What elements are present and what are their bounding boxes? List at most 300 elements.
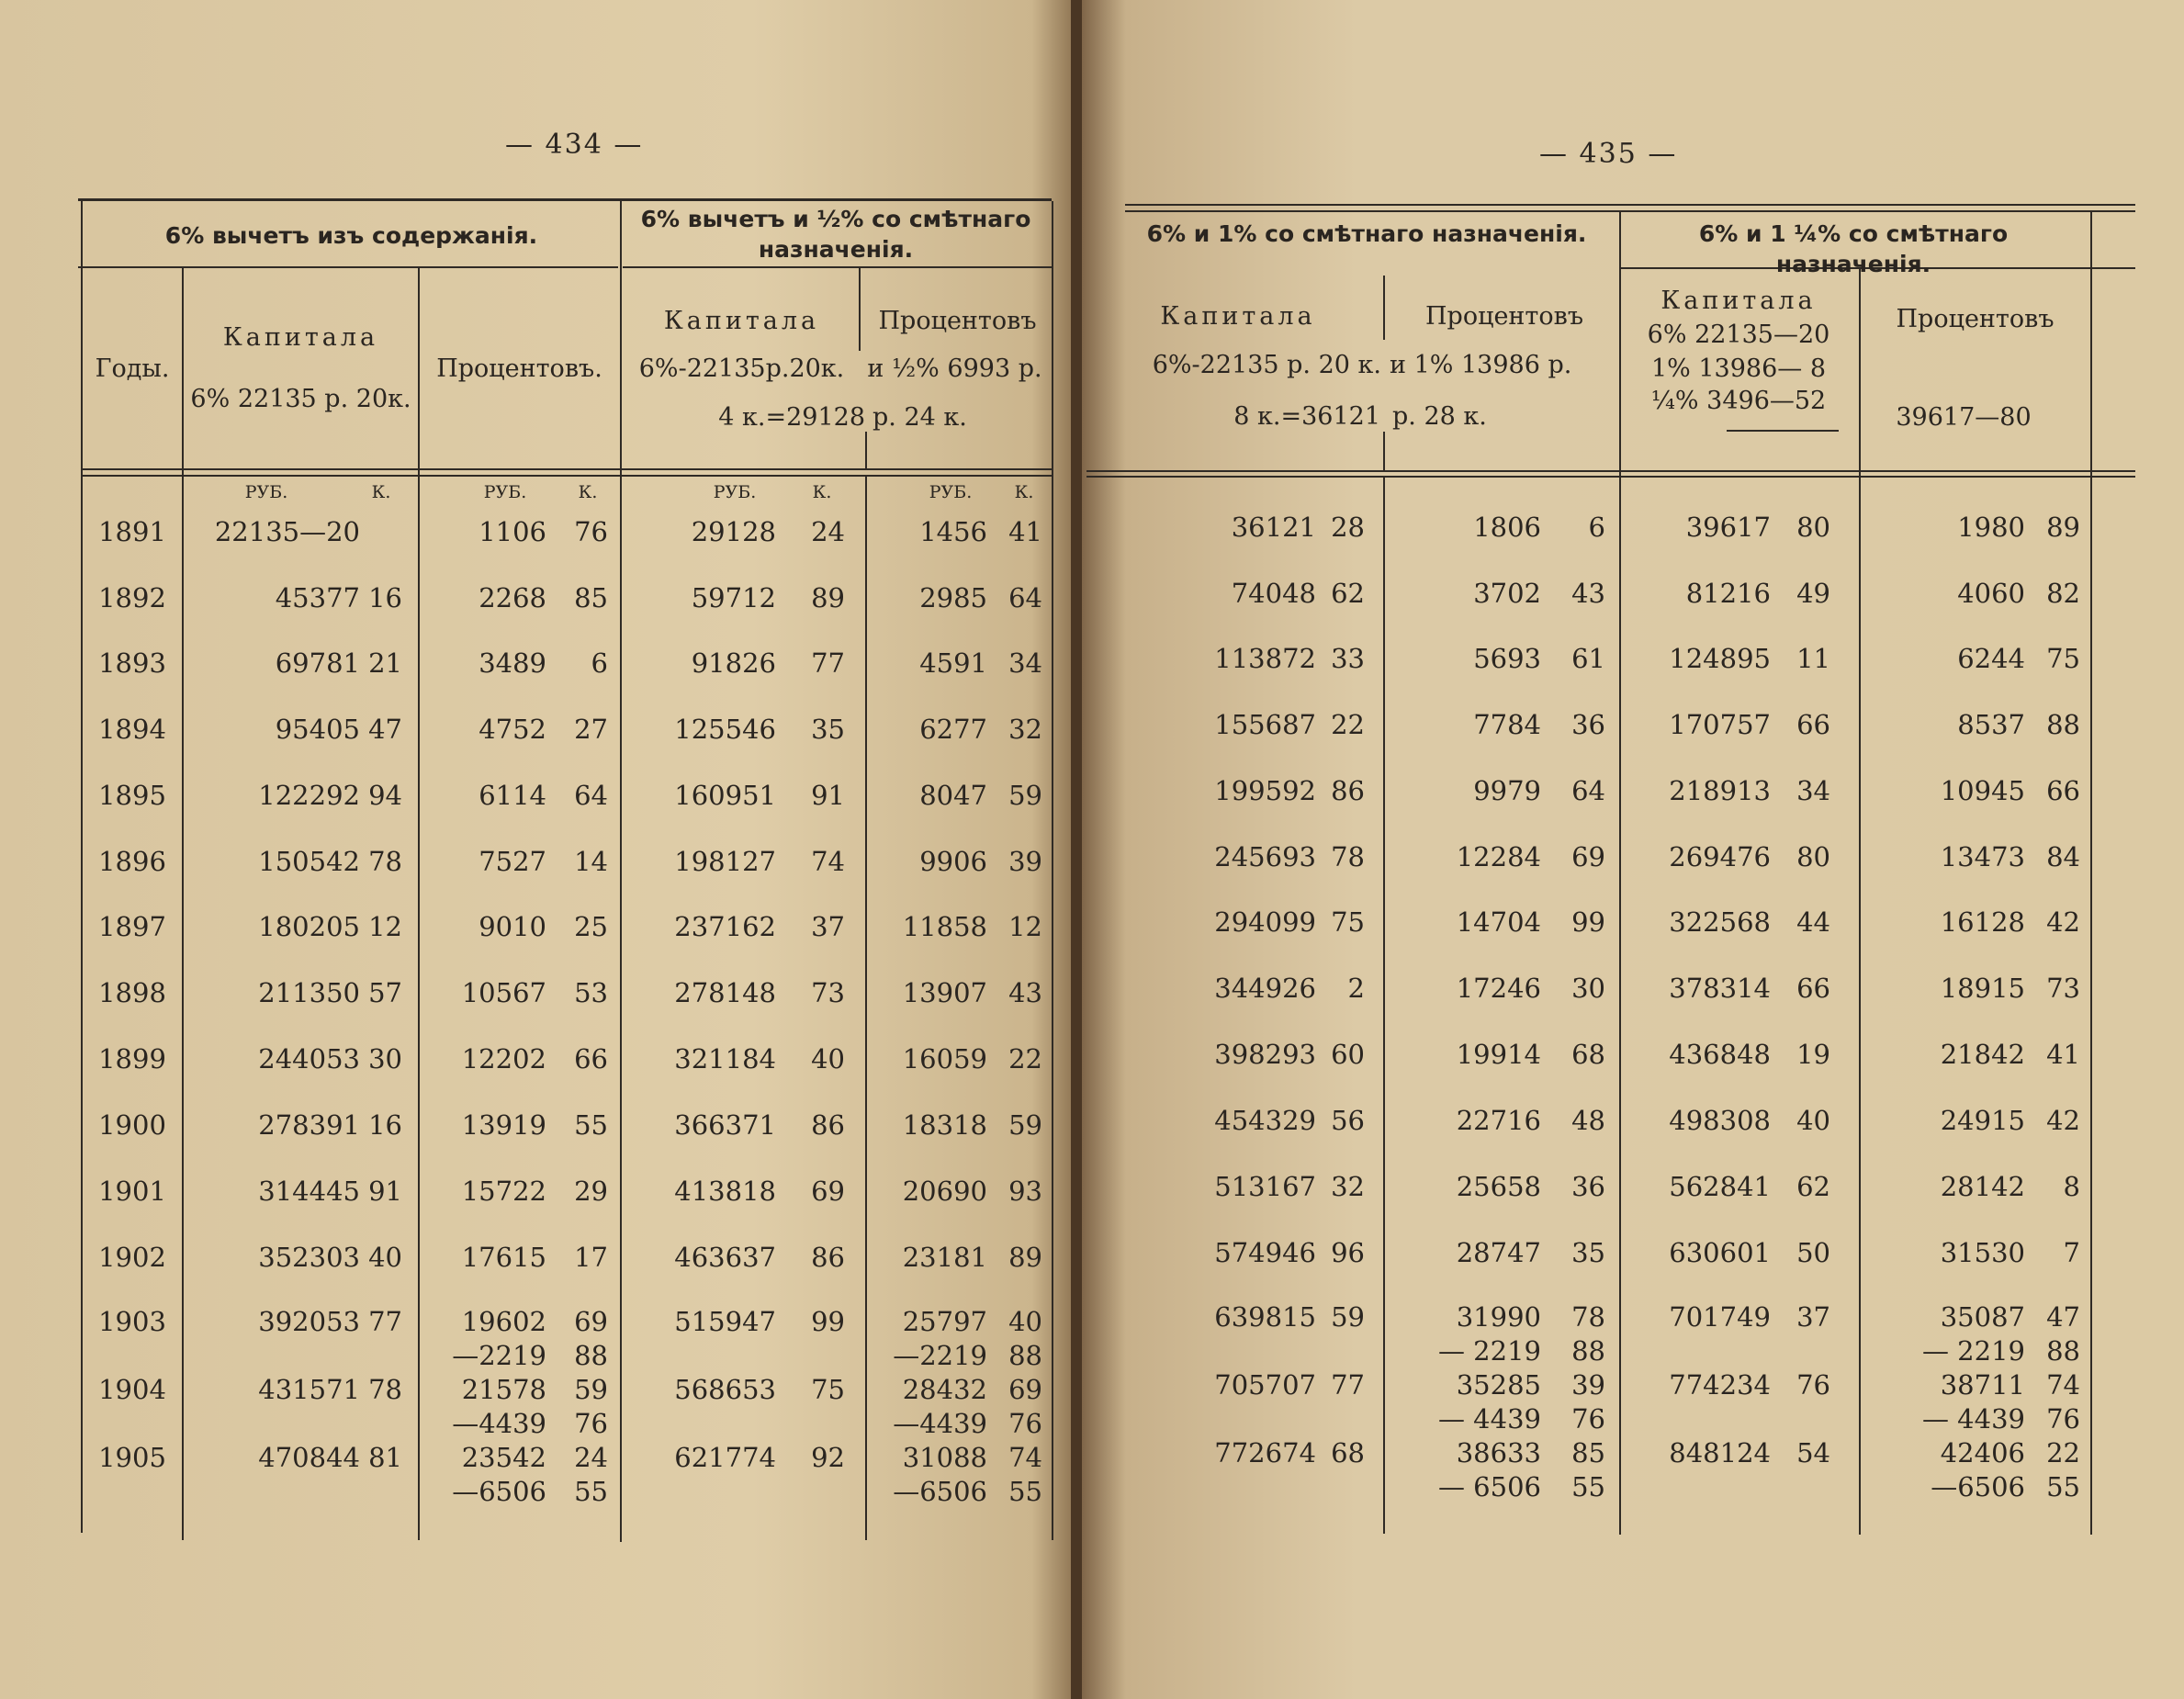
g4-interest-rub-cell: 16128	[1940, 906, 2025, 938]
capital-rub-cell: 392053	[258, 1306, 360, 1337]
interest-kop-cell: 85	[574, 582, 608, 613]
interest-rub-cell: 6114	[478, 780, 546, 811]
g2-interest-rub-cell: 31088	[902, 1442, 987, 1473]
page-number-right: — 435 —	[1539, 138, 1678, 170]
g4-interest-rub-cell: 35087	[1940, 1301, 2025, 1333]
g2-capital-rub-cell: 125546	[674, 714, 776, 745]
g4-capital-line3: ¼% 3496—52	[1650, 387, 1827, 415]
g3-capital-kop-cell: 68	[1331, 1437, 1365, 1468]
g2-capital-kop-cell: 89	[811, 582, 845, 613]
capital-rub-cell: 22135—20	[214, 516, 360, 547]
g2-interest-kop-cell: 74	[1008, 1442, 1042, 1473]
table-row	[1082, 1103, 2138, 1140]
g4-interest-rub-cell: 28142	[1940, 1171, 2025, 1202]
g3-interest-kop-cell: 88	[1571, 1335, 1605, 1367]
g4-capital-kop-cell: 37	[1796, 1301, 1830, 1333]
g4-capital-rub-cell: 848124	[1669, 1437, 1771, 1468]
g2-capital-kop-cell: 37	[811, 911, 845, 942]
g2-interest-rub-cell: —6506	[893, 1476, 987, 1507]
capital-kop-cell: 57	[368, 977, 402, 1008]
g2-capital-rub-cell: 278148	[674, 977, 776, 1008]
g2-interest-kop-cell: 76	[1008, 1408, 1042, 1439]
g3-capital-kop-cell: 75	[1331, 906, 1365, 938]
interest-kop-cell: 27	[574, 714, 608, 745]
g2-base-right: и ½% 6993 р.	[867, 354, 1042, 383]
table-row	[1082, 1300, 2138, 1336]
g3-interest-rub-cell: 3702	[1473, 578, 1541, 609]
interest-rub-cell: 19602	[461, 1306, 546, 1337]
g3-capital-kop-cell: 32	[1331, 1171, 1365, 1202]
unit-rub: РУБ.	[244, 482, 288, 502]
g3-interest-header: Процентовъ	[1425, 302, 1583, 331]
table-row	[1082, 1169, 2138, 1206]
table-row	[1082, 971, 2138, 1007]
g2-capital-rub-cell: 568653	[674, 1374, 776, 1405]
capital-kop-cell: 40	[368, 1242, 402, 1273]
interest-kop-cell: 53	[574, 977, 608, 1008]
g4-capital-rub-cell: 269476	[1669, 841, 1771, 872]
capital-rub-cell: 95405	[275, 714, 360, 745]
g2-capital-kop-cell: 91	[811, 780, 845, 811]
interest-kop-cell: 17	[574, 1242, 608, 1273]
g3-capital-rub-cell: 74048	[1231, 578, 1316, 609]
g3-capital-rub-cell: 36121	[1231, 512, 1316, 543]
g3-interest-rub-cell: 31990	[1456, 1301, 1541, 1333]
year-cell: 1896	[98, 846, 166, 877]
g4-capital-rub-cell: 170757	[1669, 709, 1771, 740]
g3-base-left: 6%-22135 р. 20 к.	[1152, 351, 1381, 379]
capital-rub-cell: 150542	[258, 846, 360, 877]
interest-rub-cell: 10567	[461, 977, 546, 1008]
g2-interest-rub-cell: 20690	[902, 1176, 987, 1207]
g2-total-left: 4 к.=29128	[718, 403, 865, 432]
g3-interest-rub-cell: 25658	[1456, 1171, 1541, 1202]
capital-rub-cell: 211350	[258, 977, 360, 1008]
g3-capital-header: Капитала	[1160, 302, 1316, 331]
capital-rub-cell: 470844	[258, 1442, 360, 1473]
g3-capital-rub-cell: 705707	[1214, 1369, 1316, 1401]
g3-interest-kop-cell: 39	[1571, 1369, 1605, 1401]
g4-interest-kop-cell: 47	[2046, 1301, 2080, 1333]
g4-interest-kop-cell: 66	[2046, 775, 2080, 806]
g4-interest-value: 39617—80	[1896, 403, 2032, 432]
g2-capital-kop-cell: 73	[811, 977, 845, 1008]
g2-interest-kop-cell: 59	[1008, 780, 1042, 811]
g3-total-right: р. 28 к.	[1392, 402, 1487, 431]
g2-capital-rub-cell: 59712	[691, 582, 776, 613]
g3-interest-kop-cell: 36	[1571, 709, 1605, 740]
g2-interest-kop-cell: 93	[1008, 1176, 1042, 1207]
g3-interest-kop-cell: 55	[1571, 1471, 1605, 1502]
table-row	[1082, 641, 2138, 678]
g3-interest-kop-cell: 30	[1571, 973, 1605, 1004]
interest-kop-cell: 76	[574, 516, 608, 547]
g3-interest-kop-cell: 64	[1571, 775, 1605, 806]
g2-capital-kop-cell: 24	[811, 516, 845, 547]
g3-capital-rub-cell: 294099	[1214, 906, 1316, 938]
capital-rub-cell: 180205	[258, 911, 360, 942]
g4-interest-kop-cell: 84	[2046, 841, 2080, 872]
year-cell: 1894	[98, 714, 166, 745]
g3-interest-rub-cell: — 2219	[1437, 1335, 1541, 1367]
g4-interest-kop-cell: 74	[2046, 1369, 2080, 1401]
g2-interest-kop-cell: 22	[1008, 1043, 1042, 1075]
interest-kop-cell: 6	[591, 647, 608, 679]
interest-rub-cell: —2219	[452, 1340, 546, 1371]
g4-capital-kop-cell: 11	[1796, 643, 1830, 674]
g3-interest-rub-cell: 7784	[1473, 709, 1541, 740]
g2-capital-kop-cell: 92	[811, 1442, 845, 1473]
table-row	[0, 844, 1056, 881]
g2-interest-kop-cell: 34	[1008, 647, 1042, 679]
g3-capital-rub-cell: 245693	[1214, 841, 1316, 872]
g3-capital-kop-cell: 2	[1347, 973, 1365, 1004]
g3-capital-kop-cell: 96	[1331, 1237, 1365, 1268]
group1-title: 6% вычетъ изъ содержанія.	[164, 222, 538, 249]
year-cell: 1898	[98, 977, 166, 1008]
g2-interest-rub-cell: 4591	[919, 647, 987, 679]
g4-interest-rub-cell: 42406	[1940, 1437, 2025, 1468]
g4-capital-kop-cell: 66	[1796, 709, 1830, 740]
interest-rub-cell: 9010	[478, 911, 546, 942]
interest-rub-cell: 1106	[478, 516, 546, 547]
g2-capital-kop-cell: 86	[811, 1242, 845, 1273]
g3-interest-rub-cell: 28747	[1456, 1237, 1541, 1268]
g4-capital-kop-cell: 44	[1796, 906, 1830, 938]
g2-interest-rub-cell: 23181	[902, 1242, 987, 1273]
g2-capital-kop-cell: 77	[811, 647, 845, 679]
g2-capital-rub-cell: 463637	[674, 1242, 776, 1273]
table-row	[0, 975, 1056, 1012]
g2-interest-rub-cell: 1456	[919, 516, 987, 547]
table-row	[1082, 1367, 2138, 1404]
g4-interest-kop-cell: 82	[2046, 578, 2080, 609]
g3-interest-kop-cell: 6	[1588, 512, 1605, 543]
g4-interest-rub-cell: 10945	[1940, 775, 2025, 806]
table-row	[0, 646, 1056, 682]
g3-capital-kop-cell: 62	[1331, 578, 1365, 609]
g2-capital-kop-cell: 75	[811, 1374, 845, 1405]
g3-capital-rub-cell: 155687	[1214, 709, 1316, 740]
table-row	[1082, 510, 2138, 546]
g2-total-right: р. 24 к.	[872, 403, 967, 432]
g2-interest-kop-cell: 41	[1008, 516, 1042, 547]
g3-capital-rub-cell: 398293	[1214, 1039, 1316, 1070]
year-cell: 1903	[98, 1306, 166, 1337]
g4-interest-rub-cell: —6506	[1931, 1471, 2025, 1502]
g4-interest-rub-cell: 31530	[1940, 1237, 2025, 1268]
unit-kop: К.	[578, 482, 598, 502]
g4-capital-rub-cell: 39617	[1685, 512, 1771, 543]
g4-capital-kop-cell: 80	[1796, 841, 1830, 872]
g2-interest-kop-cell: 64	[1008, 582, 1042, 613]
table-row	[0, 1440, 1056, 1477]
g4-capital-rub-cell: 701749	[1669, 1301, 1771, 1333]
g3-interest-rub-cell: 35285	[1456, 1369, 1541, 1401]
g3-interest-kop-cell: 61	[1571, 643, 1605, 674]
capital-kop-cell: 16	[368, 1109, 402, 1141]
capital-rub-cell: 69781	[275, 647, 360, 679]
g3-capital-rub-cell: 113872	[1214, 643, 1316, 674]
year-cell: 1899	[98, 1043, 166, 1075]
g2-capital-header: Капитала	[663, 307, 820, 335]
g3-capital-kop-cell: 28	[1331, 512, 1365, 543]
group4-title: 6% и 1 ¼% со смѣтнаго назначенія.	[1698, 220, 2009, 277]
g3-capital-kop-cell: 33	[1331, 643, 1365, 674]
table-row	[0, 514, 1056, 551]
g2-interest-rub-cell: 6277	[919, 714, 987, 745]
group3-title: 6% и 1% со смѣтнаго назначенія.	[1146, 220, 1587, 247]
g2-capital-rub-cell: 621774	[674, 1442, 776, 1473]
g4-capital-kop-cell: 49	[1796, 578, 1830, 609]
g2-interest-kop-cell: 40	[1008, 1306, 1042, 1337]
g4-capital-rub-cell: 498308	[1669, 1105, 1771, 1136]
capital-kop-cell: 77	[368, 1306, 402, 1337]
g2-capital-rub-cell: 515947	[674, 1306, 776, 1337]
g4-capital-kop-cell: 76	[1796, 1369, 1830, 1401]
interest-rub-cell: 3489	[478, 647, 546, 679]
table-row	[0, 1372, 1056, 1409]
g4-capital-rub-cell: 378314	[1669, 973, 1771, 1004]
g4-capital-kop-cell: 50	[1796, 1237, 1830, 1268]
g3-interest-rub-cell: — 6506	[1437, 1471, 1541, 1502]
interest-rub-cell: —4439	[452, 1408, 546, 1439]
g3-interest-kop-cell: 48	[1571, 1105, 1605, 1136]
g4-interest-header: Процентовъ	[1896, 305, 2055, 333]
g4-interest-rub-cell: 4060	[1957, 578, 2025, 609]
interest-rub-cell: 21578	[461, 1374, 546, 1405]
table-row	[0, 1108, 1056, 1144]
capital-kop-cell: 78	[368, 1374, 402, 1405]
g2-capital-kop-cell: 35	[811, 714, 845, 745]
interest-rub-cell: —6506	[452, 1476, 546, 1507]
table-row	[1082, 576, 2138, 613]
g3-base-right: и 1% 13986 р.	[1390, 351, 1572, 379]
col-capital-base: 6% 22135 р. 20к.	[190, 385, 411, 413]
interest-rub-cell: 15722	[461, 1176, 546, 1207]
unit-kop: К.	[371, 482, 391, 502]
g2-capital-kop-cell: 40	[811, 1043, 845, 1075]
capital-rub-cell: 314445	[258, 1176, 360, 1207]
g3-interest-rub-cell: 19914	[1456, 1039, 1541, 1070]
year-cell: 1891	[98, 516, 166, 547]
table-row	[0, 1474, 1056, 1511]
g3-interest-rub-cell: 9979	[1473, 775, 1541, 806]
g2-interest-rub-cell: —4439	[893, 1408, 987, 1439]
g3-interest-kop-cell: 76	[1571, 1403, 1605, 1435]
interest-kop-cell: 25	[574, 911, 608, 942]
interest-kop-cell: 64	[574, 780, 608, 811]
g2-capital-rub-cell: 198127	[674, 846, 776, 877]
page-number-left: — 434 —	[505, 129, 644, 161]
unit-rub: РУБ.	[929, 482, 973, 502]
g4-capital-kop-cell: 66	[1796, 973, 1830, 1004]
interest-kop-cell: 55	[574, 1476, 608, 1507]
g3-capital-kop-cell: 86	[1331, 775, 1365, 806]
g4-capital-line2: 1% 13986— 8	[1650, 354, 1827, 383]
col-capital-header: Капитала	[222, 323, 379, 352]
g4-interest-kop-cell: 89	[2046, 512, 2080, 543]
g4-interest-kop-cell: 73	[2046, 973, 2080, 1004]
g2-interest-kop-cell: 12	[1008, 911, 1042, 942]
g4-capital-kop-cell: 34	[1796, 775, 1830, 806]
g2-interest-rub-cell: 9906	[919, 846, 987, 877]
col-years-header: Годы.	[95, 354, 170, 383]
g2-interest-kop-cell: 43	[1008, 977, 1042, 1008]
capital-kop-cell: 81	[368, 1442, 402, 1473]
interest-kop-cell: 24	[574, 1442, 608, 1473]
g2-interest-kop-cell: 59	[1008, 1109, 1042, 1141]
g4-interest-rub-cell: — 2219	[1921, 1335, 2025, 1367]
g2-interest-kop-cell: 88	[1008, 1340, 1042, 1371]
g3-capital-rub-cell: 639815	[1214, 1301, 1316, 1333]
table-row	[1082, 1235, 2138, 1272]
capital-rub-cell: 122292	[258, 780, 360, 811]
year-cell: 1897	[98, 911, 166, 942]
year-cell: 1905	[98, 1442, 166, 1473]
g4-capital-line1: 6% 22135—20	[1647, 321, 1830, 349]
capital-rub-cell: 352303	[258, 1242, 360, 1273]
table-row	[1082, 1469, 2138, 1506]
g4-interest-kop-cell: 22	[2046, 1437, 2080, 1468]
g3-capital-kop-cell: 22	[1331, 709, 1365, 740]
g3-interest-kop-cell: 69	[1571, 841, 1605, 872]
capital-kop-cell: 91	[368, 1176, 402, 1207]
g4-interest-rub-cell: 6244	[1957, 643, 2025, 674]
table-row	[0, 1240, 1056, 1277]
table-row	[0, 1304, 1056, 1341]
g4-interest-rub-cell: 8537	[1957, 709, 2025, 740]
interest-rub-cell: 17615	[461, 1242, 546, 1273]
year-cell: 1900	[98, 1109, 166, 1141]
g3-capital-kop-cell: 77	[1331, 1369, 1365, 1401]
g3-interest-rub-cell: 5693	[1473, 643, 1541, 674]
g2-interest-rub-cell: 13907	[902, 977, 987, 1008]
g4-capital-kop-cell: 19	[1796, 1039, 1830, 1070]
year-cell: 1893	[98, 647, 166, 679]
g4-capital-rub-cell: 124895	[1669, 643, 1771, 674]
year-cell: 1892	[98, 582, 166, 613]
table-row	[0, 580, 1056, 617]
capital-kop-cell: 78	[368, 846, 402, 877]
g3-capital-kop-cell: 59	[1331, 1301, 1365, 1333]
g2-interest-rub-cell: —2219	[893, 1340, 987, 1371]
g4-capital-rub-cell: 322568	[1669, 906, 1771, 938]
g2-capital-kop-cell: 69	[811, 1176, 845, 1207]
g2-interest-rub-cell: 2985	[919, 582, 987, 613]
table-row	[0, 909, 1056, 946]
g3-interest-kop-cell: 85	[1571, 1437, 1605, 1468]
interest-rub-cell: 13919	[461, 1109, 546, 1141]
capital-kop-cell: 12	[368, 911, 402, 942]
g3-capital-rub-cell: 513167	[1214, 1171, 1316, 1202]
capital-kop-cell: 30	[368, 1043, 402, 1075]
table-row	[1082, 905, 2138, 941]
interest-rub-cell: 12202	[461, 1043, 546, 1075]
year-cell: 1902	[98, 1242, 166, 1273]
interest-kop-cell: 69	[574, 1306, 608, 1337]
g2-capital-rub-cell: 366371	[674, 1109, 776, 1141]
g2-interest-rub-cell: 28432	[902, 1374, 987, 1405]
capital-rub-cell: 278391	[258, 1109, 360, 1141]
g4-interest-rub-cell: 1980	[1957, 512, 2025, 543]
g4-interest-rub-cell: 21842	[1940, 1039, 2025, 1070]
g3-interest-rub-cell: 38633	[1456, 1437, 1541, 1468]
year-cell: 1895	[98, 780, 166, 811]
g3-interest-rub-cell: — 4439	[1437, 1403, 1541, 1435]
g2-interest-kop-cell: 39	[1008, 846, 1042, 877]
g2-interest-header: Процентовъ	[878, 307, 1037, 335]
interest-kop-cell: 14	[574, 846, 608, 877]
g4-interest-kop-cell: 75	[2046, 643, 2080, 674]
capital-rub-cell: 45377	[275, 582, 360, 613]
g4-capital-rub-cell: 436848	[1669, 1039, 1771, 1070]
g2-capital-kop-cell: 86	[811, 1109, 845, 1141]
g4-interest-rub-cell: 38711	[1940, 1369, 2025, 1401]
interest-kop-cell: 88	[574, 1340, 608, 1371]
interest-rub-cell: 4752	[478, 714, 546, 745]
unit-rub: РУБ.	[483, 482, 527, 502]
g4-interest-kop-cell: 76	[2046, 1403, 2080, 1435]
interest-rub-cell: 23542	[461, 1442, 546, 1473]
g3-capital-rub-cell: 574946	[1214, 1237, 1316, 1268]
interest-rub-cell: 2268	[478, 582, 546, 613]
g2-interest-kop-cell: 32	[1008, 714, 1042, 745]
g4-interest-kop-cell: 8	[2063, 1171, 2080, 1202]
table-row	[1082, 1037, 2138, 1074]
table-row	[1082, 1333, 2138, 1370]
g2-capital-kop-cell: 74	[811, 846, 845, 877]
g2-capital-rub-cell: 29128	[691, 516, 776, 547]
g2-interest-rub-cell: 18318	[902, 1109, 987, 1141]
g3-capital-rub-cell: 772674	[1214, 1437, 1316, 1468]
table-row	[1082, 773, 2138, 810]
g4-capital-header: Капитала	[1661, 287, 1817, 315]
g4-capital-rub-cell: 774234	[1669, 1369, 1771, 1401]
g3-interest-kop-cell: 99	[1571, 906, 1605, 938]
g3-interest-rub-cell: 22716	[1456, 1105, 1541, 1136]
table-row	[0, 1174, 1056, 1210]
table-row	[0, 1338, 1056, 1375]
g4-capital-rub-cell: 630601	[1669, 1237, 1771, 1268]
g2-capital-rub-cell: 237162	[674, 911, 776, 942]
table-row	[1082, 1435, 2138, 1472]
g4-interest-rub-cell: — 4439	[1921, 1403, 2025, 1435]
interest-kop-cell: 76	[574, 1408, 608, 1439]
table-row	[0, 778, 1056, 815]
left-page	[0, 0, 1075, 1699]
g2-capital-rub-cell: 91826	[691, 647, 776, 679]
g2-interest-rub-cell: 11858	[902, 911, 987, 942]
table-row	[1082, 839, 2138, 876]
g4-interest-kop-cell: 7	[2063, 1237, 2080, 1268]
g2-interest-kop-cell: 89	[1008, 1242, 1042, 1273]
interest-kop-cell: 29	[574, 1176, 608, 1207]
g4-interest-rub-cell: 18915	[1940, 973, 2025, 1004]
group2-title: 6% вычетъ и ½% со смѣтнаго назначенія.	[640, 206, 1031, 263]
g2-capital-rub-cell: 413818	[674, 1176, 776, 1207]
g2-capital-rub-cell: 160951	[674, 780, 776, 811]
g3-interest-rub-cell: 12284	[1456, 841, 1541, 872]
g3-interest-kop-cell: 36	[1571, 1171, 1605, 1202]
table-row	[1082, 707, 2138, 744]
g4-capital-rub-cell: 218913	[1669, 775, 1771, 806]
g2-interest-kop-cell: 69	[1008, 1374, 1042, 1405]
g2-base-left: 6%-22135р.20к.	[638, 354, 845, 383]
g4-capital-kop-cell: 40	[1796, 1105, 1830, 1136]
g4-interest-kop-cell: 88	[2046, 709, 2080, 740]
g3-interest-rub-cell: 17246	[1456, 973, 1541, 1004]
